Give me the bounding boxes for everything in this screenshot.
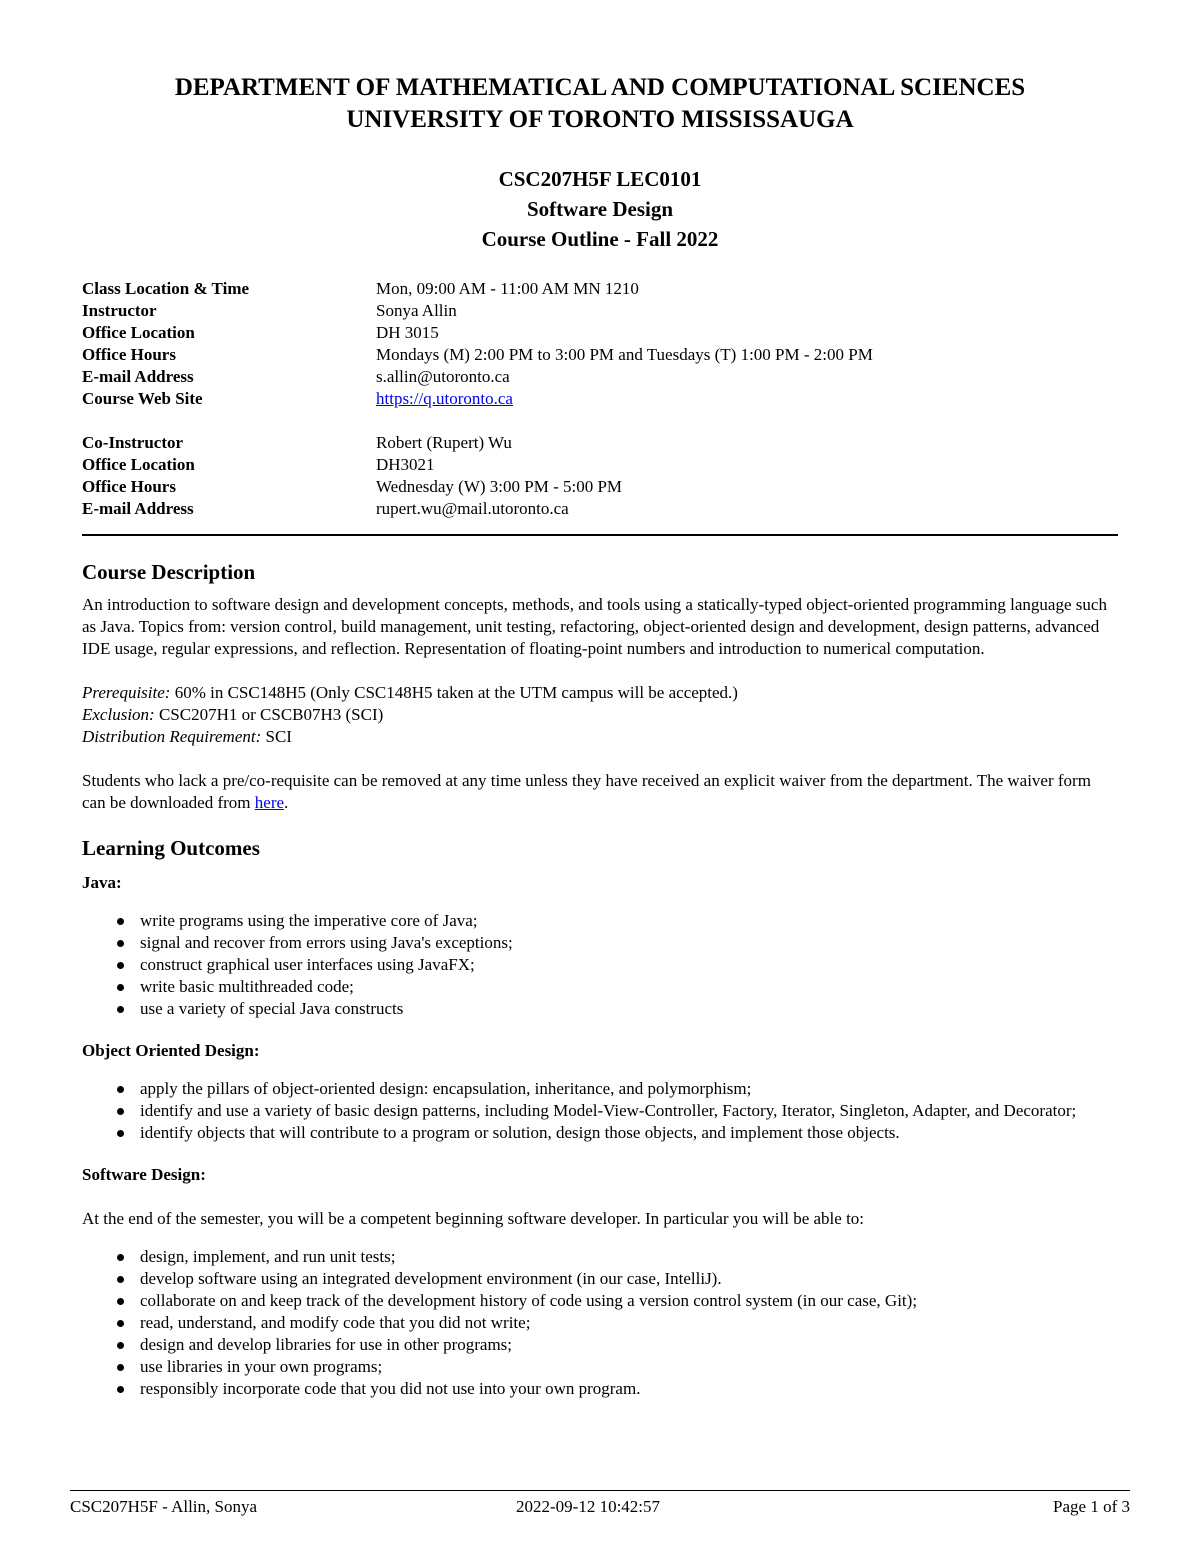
software-design-outcomes-list <box>82 1246 1118 1400</box>
footer-timestamp: 2022-09-12 10:42:57 <box>516 1497 661 1516</box>
distribution-value: SCI <box>261 727 292 746</box>
course-website-link[interactable]: https://q.utoronto.ca <box>376 389 513 408</box>
info-spacer <box>82 410 873 432</box>
info-row <box>82 388 873 410</box>
list-item: write programs using the imperative core of Java; <box>82 910 1118 932</box>
info-label: E-mail Address <box>82 499 194 518</box>
info-row <box>82 366 873 388</box>
course-code: CSC207H5F LEC0101 <box>498 167 702 191</box>
department-title <box>82 72 1118 136</box>
info-row <box>82 454 873 476</box>
distribution-line <box>82 726 1118 748</box>
ood-subheading: Object Oriented Design: <box>82 1041 260 1060</box>
course-header <box>82 164 1118 254</box>
info-label: Office Location <box>82 455 195 474</box>
list-item: identify and use a variety of basic design patterns, including Model-View-Controller, Factory, Iterator, Singleton, Adapter, and Decorator; <box>82 1100 1118 1122</box>
course-description-text: An introduction to software design and development concepts, methods, and tools using a statically-typed object-oriented programming language such as Java. Topics from: version control, build management, unit testing, refactoring, object-oriented design and development, design patterns, advanced IDE usage, regular expressions, and reflection. Representation of floating-point numbers and introduction to numerical computation. <box>82 595 1107 658</box>
outline-title: Course Outline - Fall 2022 <box>481 227 719 251</box>
list-item: design and develop libraries for use in other programs; <box>82 1334 1118 1356</box>
list-item: apply the pillars of object-oriented design: encapsulation, inheritance, and polymorphism; <box>82 1078 1118 1100</box>
course-info-table <box>82 278 873 520</box>
info-label: Office Hours <box>82 345 176 364</box>
department-line: DEPARTMENT OF MATHEMATICAL AND COMPUTATIONAL SCIENCES <box>174 74 1026 101</box>
info-value: Mondays (M) 2:00 PM to 3:00 PM and Tuesdays (T) 1:00 PM - 2:00 PM <box>376 345 873 364</box>
info-value: DH 3015 <box>376 323 439 342</box>
software-design-subheading: Software Design: <box>82 1165 206 1184</box>
list-item: use libraries in your own programs; <box>82 1356 1118 1378</box>
info-value: Sonya Allin <box>376 301 457 320</box>
list-item: collaborate on and keep track of the development history of code using a version control system (in our case, Git); <box>82 1290 1118 1312</box>
prerequisite-line <box>82 682 1118 704</box>
list-item: use a variety of special Java constructs <box>82 998 1118 1020</box>
list-item: write basic multithreaded code; <box>82 976 1118 998</box>
list-item: construct graphical user interfaces using JavaFX; <box>82 954 1118 976</box>
info-label: E-mail Address <box>82 367 194 386</box>
course-outline-page <box>82 72 1118 1400</box>
requirements-block <box>82 682 1118 748</box>
info-label: Office Location <box>82 323 195 342</box>
info-value <box>376 388 873 410</box>
info-label: Instructor <box>82 301 157 320</box>
exclusion-line <box>82 704 1118 726</box>
info-value: Wednesday (W) 3:00 PM - 5:00 PM <box>376 477 623 496</box>
section-divider <box>82 534 1118 536</box>
info-value: Mon, 09:00 AM - 11:00 AM MN 1210 <box>376 279 639 298</box>
info-value: rupert.wu@mail.utoronto.ca <box>376 499 569 518</box>
course-name: Software Design <box>526 197 673 221</box>
list-item: signal and recover from errors using Java's exceptions; <box>82 932 1118 954</box>
list-item: develop software using an integrated development environment (in our case, IntelliJ). <box>82 1268 1118 1290</box>
info-value: Robert (Rupert) Wu <box>376 433 512 452</box>
info-value: s.allin@utoronto.ca <box>376 367 510 386</box>
info-row <box>82 432 873 454</box>
info-label: Co-Instructor <box>82 433 184 452</box>
distribution-label: Distribution Requirement: <box>82 727 262 746</box>
info-label: Office Hours <box>82 477 176 496</box>
exclusion-value: CSC207H1 or CSCB07H3 (SCI) <box>154 705 384 724</box>
course-description-heading: Course Description <box>82 560 256 584</box>
university-line: UNIVERSITY OF TORONTO MISSISSAUGA <box>346 106 854 133</box>
list-item: read, understand, and modify code that you did not write; <box>82 1312 1118 1334</box>
info-row <box>82 278 873 300</box>
learning-outcomes-heading: Learning Outcomes <box>82 836 260 860</box>
ood-outcomes-list <box>82 1078 1118 1144</box>
info-row <box>82 498 873 520</box>
footer-page-number: Page 1 of 3 <box>1053 1497 1130 1516</box>
exclusion-label: Exclusion: <box>82 705 155 724</box>
info-label: Class Location & Time <box>82 279 250 298</box>
info-row <box>82 476 873 498</box>
list-item: responsibly incorporate code that you did not use into your own program. <box>82 1378 1118 1400</box>
list-item: design, implement, and run unit tests; <box>82 1246 1118 1268</box>
waiver-text-end: . <box>284 793 289 812</box>
software-design-intro: At the end of the semester, you will be a competent beginning software developer. In particular you will be able to: <box>82 1209 865 1228</box>
prerequisite-label: Prerequisite: <box>82 683 171 702</box>
waiver-text: Students who lack a pre/co-requisite can be removed at any time unless they have received an explicit waiver from the department. The waiver form can be downloaded from <box>82 771 1091 812</box>
java-outcomes-list <box>82 910 1118 1020</box>
info-row <box>82 344 873 366</box>
waiver-note <box>82 770 1118 814</box>
list-item: identify objects that will contribute to a program or solution, design those objects, and implement those objects. <box>82 1122 1118 1144</box>
waiver-form-link[interactable]: here <box>254 793 285 812</box>
prerequisite-value: 60% in CSC148H5 (Only CSC148H5 taken at the UTM campus will be accepted.) <box>170 683 738 702</box>
info-row <box>82 322 873 344</box>
info-row <box>82 300 873 322</box>
info-value: DH3021 <box>376 455 435 474</box>
footer-course-author: CSC207H5F - Allin, Sonya <box>70 1497 258 1516</box>
java-subheading: Java: <box>82 873 122 892</box>
info-label: Course Web Site <box>82 389 203 408</box>
page-footer <box>70 1490 1130 1516</box>
